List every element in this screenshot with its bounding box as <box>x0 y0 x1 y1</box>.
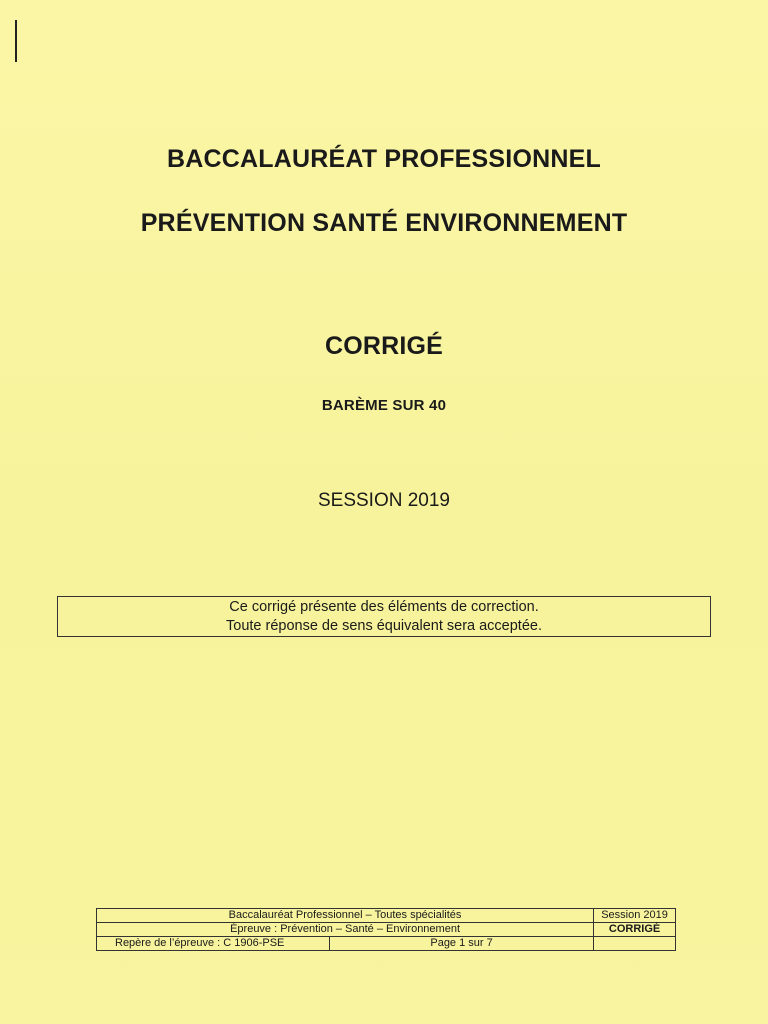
subject-title: PRÉVENTION SANTÉ ENVIRONNEMENT <box>140 209 628 237</box>
footer-exam: Baccalauréat Professionnel – Toutes spécialités <box>97 909 594 923</box>
footer-page-number: Page 1 sur 7 <box>330 937 594 951</box>
exam-title: BACCALAURÉAT PROFESSIONNEL <box>167 145 601 173</box>
footer-row-2 <box>97 923 676 937</box>
footer-row-1 <box>97 909 676 923</box>
footer-table <box>96 908 676 951</box>
footer-reference: Repère de l’épreuve : C 1906-PSE <box>97 937 330 951</box>
document-type-title: CORRIGÉ <box>324 332 444 360</box>
scan-artifact-line <box>15 20 17 62</box>
footer-empty-cell <box>594 937 676 951</box>
footer-row-3 <box>97 937 676 951</box>
notice-line-1: Ce corrigé présente des éléments de correction. <box>229 599 539 615</box>
footer-subject: Épreuve : Prévention – Santé – Environnement <box>97 923 594 937</box>
correction-notice-box <box>57 596 711 637</box>
footer-session: Session 2019 <box>594 909 676 923</box>
footer-doc-type: CORRIGÉ <box>594 923 676 937</box>
session-label: SESSION 2019 <box>317 490 451 511</box>
notice-line-2: Toute réponse de sens équivalent sera acceptée. <box>226 618 542 634</box>
scale-label: BARÈME SUR 40 <box>321 397 447 414</box>
